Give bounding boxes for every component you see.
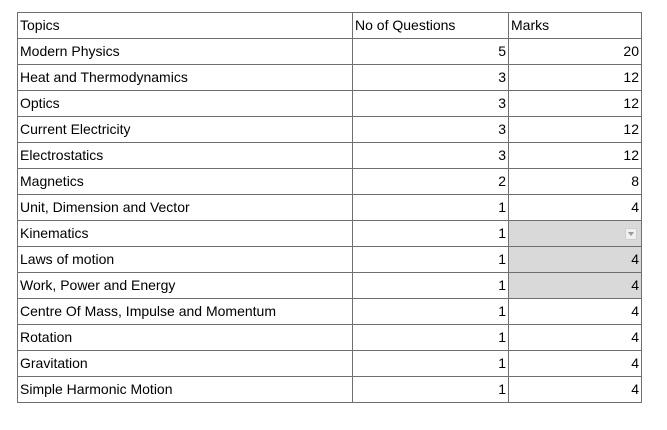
dropdown-arrow-icon[interactable] (625, 228, 637, 240)
table-row (18, 299, 642, 325)
marks-cell[interactable]: 4 (509, 273, 642, 299)
questions-cell[interactable]: 1 (353, 273, 509, 299)
marks-cell[interactable]: 4 (509, 247, 642, 273)
marks-cell[interactable]: 4 (509, 351, 642, 377)
table-row (18, 351, 642, 377)
questions-cell[interactable]: 1 (353, 247, 509, 273)
marks-cell[interactable]: 4 (509, 325, 642, 351)
topic-cell[interactable]: Rotation (18, 325, 353, 351)
marks-cell[interactable]: 4 (509, 195, 642, 221)
marks-cell[interactable]: 12 (509, 65, 642, 91)
questions-cell[interactable]: 3 (353, 143, 509, 169)
questions-cell[interactable]: 3 (353, 91, 509, 117)
topic-cell[interactable]: Modern Physics (18, 39, 353, 65)
table-row (18, 169, 642, 195)
table-row (18, 325, 642, 351)
table-row (18, 221, 642, 247)
questions-cell[interactable]: 1 (353, 377, 509, 403)
table-row (18, 247, 642, 273)
marks-cell[interactable]: 4 (509, 299, 642, 325)
questions-cell[interactable]: 1 (353, 195, 509, 221)
table-body (18, 13, 642, 403)
topic-cell[interactable]: Current Electricity (18, 117, 353, 143)
topic-cell[interactable]: Magnetics (18, 169, 353, 195)
header-row (18, 13, 642, 39)
questions-cell[interactable]: 1 (353, 221, 509, 247)
marks-cell[interactable]: 12 (509, 117, 642, 143)
marks-cell[interactable]: 12 (509, 143, 642, 169)
topic-cell[interactable]: Kinematics (18, 221, 353, 247)
topic-cell[interactable]: Simple Harmonic Motion (18, 377, 353, 403)
questions-cell[interactable]: 3 (353, 65, 509, 91)
topic-cell[interactable]: Centre Of Mass, Impulse and Momentum (18, 299, 353, 325)
questions-cell[interactable]: 2 (353, 169, 509, 195)
topic-cell[interactable]: Optics (18, 91, 353, 117)
table-row (18, 39, 642, 65)
table-row (18, 117, 642, 143)
questions-cell[interactable]: 1 (353, 299, 509, 325)
questions-cell[interactable]: 5 (353, 39, 509, 65)
table-row (18, 377, 642, 403)
marks-cell[interactable]: 20 (509, 39, 642, 65)
table-row (18, 143, 642, 169)
topic-cell[interactable]: Laws of motion (18, 247, 353, 273)
topic-cell[interactable]: Heat and Thermodynamics (18, 65, 353, 91)
marks-cell[interactable]: 12 (509, 91, 642, 117)
questions-cell[interactable]: 3 (353, 117, 509, 143)
header-topics[interactable]: Topics (18, 13, 353, 39)
marks-cell[interactable] (509, 221, 642, 247)
header-marks[interactable]: Marks (509, 13, 642, 39)
table-row (18, 91, 642, 117)
questions-cell[interactable]: 1 (353, 325, 509, 351)
table-row (18, 195, 642, 221)
questions-cell[interactable]: 1 (353, 351, 509, 377)
table-row (18, 273, 642, 299)
marks-table (17, 12, 642, 403)
header-no-of-questions[interactable]: No of Questions (353, 13, 509, 39)
topic-cell[interactable]: Gravitation (18, 351, 353, 377)
topic-cell[interactable]: Work, Power and Energy (18, 273, 353, 299)
topic-cell[interactable]: Electrostatics (18, 143, 353, 169)
table-row (18, 65, 642, 91)
marks-cell[interactable]: 8 (509, 169, 642, 195)
topic-cell[interactable]: Unit, Dimension and Vector (18, 195, 353, 221)
marks-cell[interactable]: 4 (509, 377, 642, 403)
